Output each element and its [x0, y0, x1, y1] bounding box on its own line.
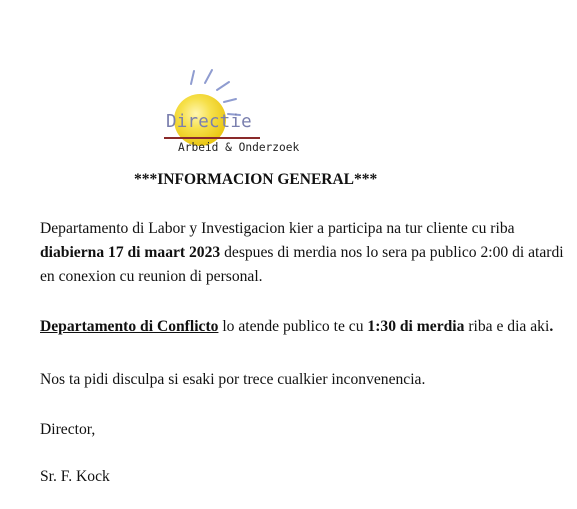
paragraph2-end: riba e dia aki	[464, 318, 550, 335]
conflict-department-paragraph	[40, 315, 553, 339]
paragraph2-period: .	[549, 318, 554, 335]
paragraph-line-2	[40, 241, 564, 265]
apology-paragraph: Nos ta pidi disculpa si esaki por trece cualkier inconvenencia.	[40, 371, 426, 388]
logo-subtitle: Arbeid & Onderzoek	[178, 141, 300, 154]
page-title: ***INFORMACION GENERAL***	[134, 171, 378, 188]
logo-strike-line	[164, 137, 260, 139]
logo	[162, 62, 312, 162]
closing-time: 1:30 di merdia	[367, 318, 465, 335]
paragraph2-middle: lo atende publico te cu	[218, 318, 368, 335]
date-text: diabierna 17 di maart 2023	[40, 244, 221, 261]
signature: Sr. F. Kock	[40, 468, 110, 485]
announcement-paragraph	[40, 217, 564, 289]
paragraph-line-3: en conexion cu reunion di personal.	[40, 268, 263, 285]
paragraph-line-1: Departamento di Labor y Investigacion kier a participa na tur cliente cu riba	[40, 220, 515, 237]
closing-salutation: Director,	[40, 421, 96, 438]
time-text: despues di merdia nos lo sera pa publico 2:00 di atardi	[220, 244, 564, 261]
department-name: Departamento di Conflicto	[40, 318, 219, 335]
logo-name: Directie	[166, 112, 252, 132]
